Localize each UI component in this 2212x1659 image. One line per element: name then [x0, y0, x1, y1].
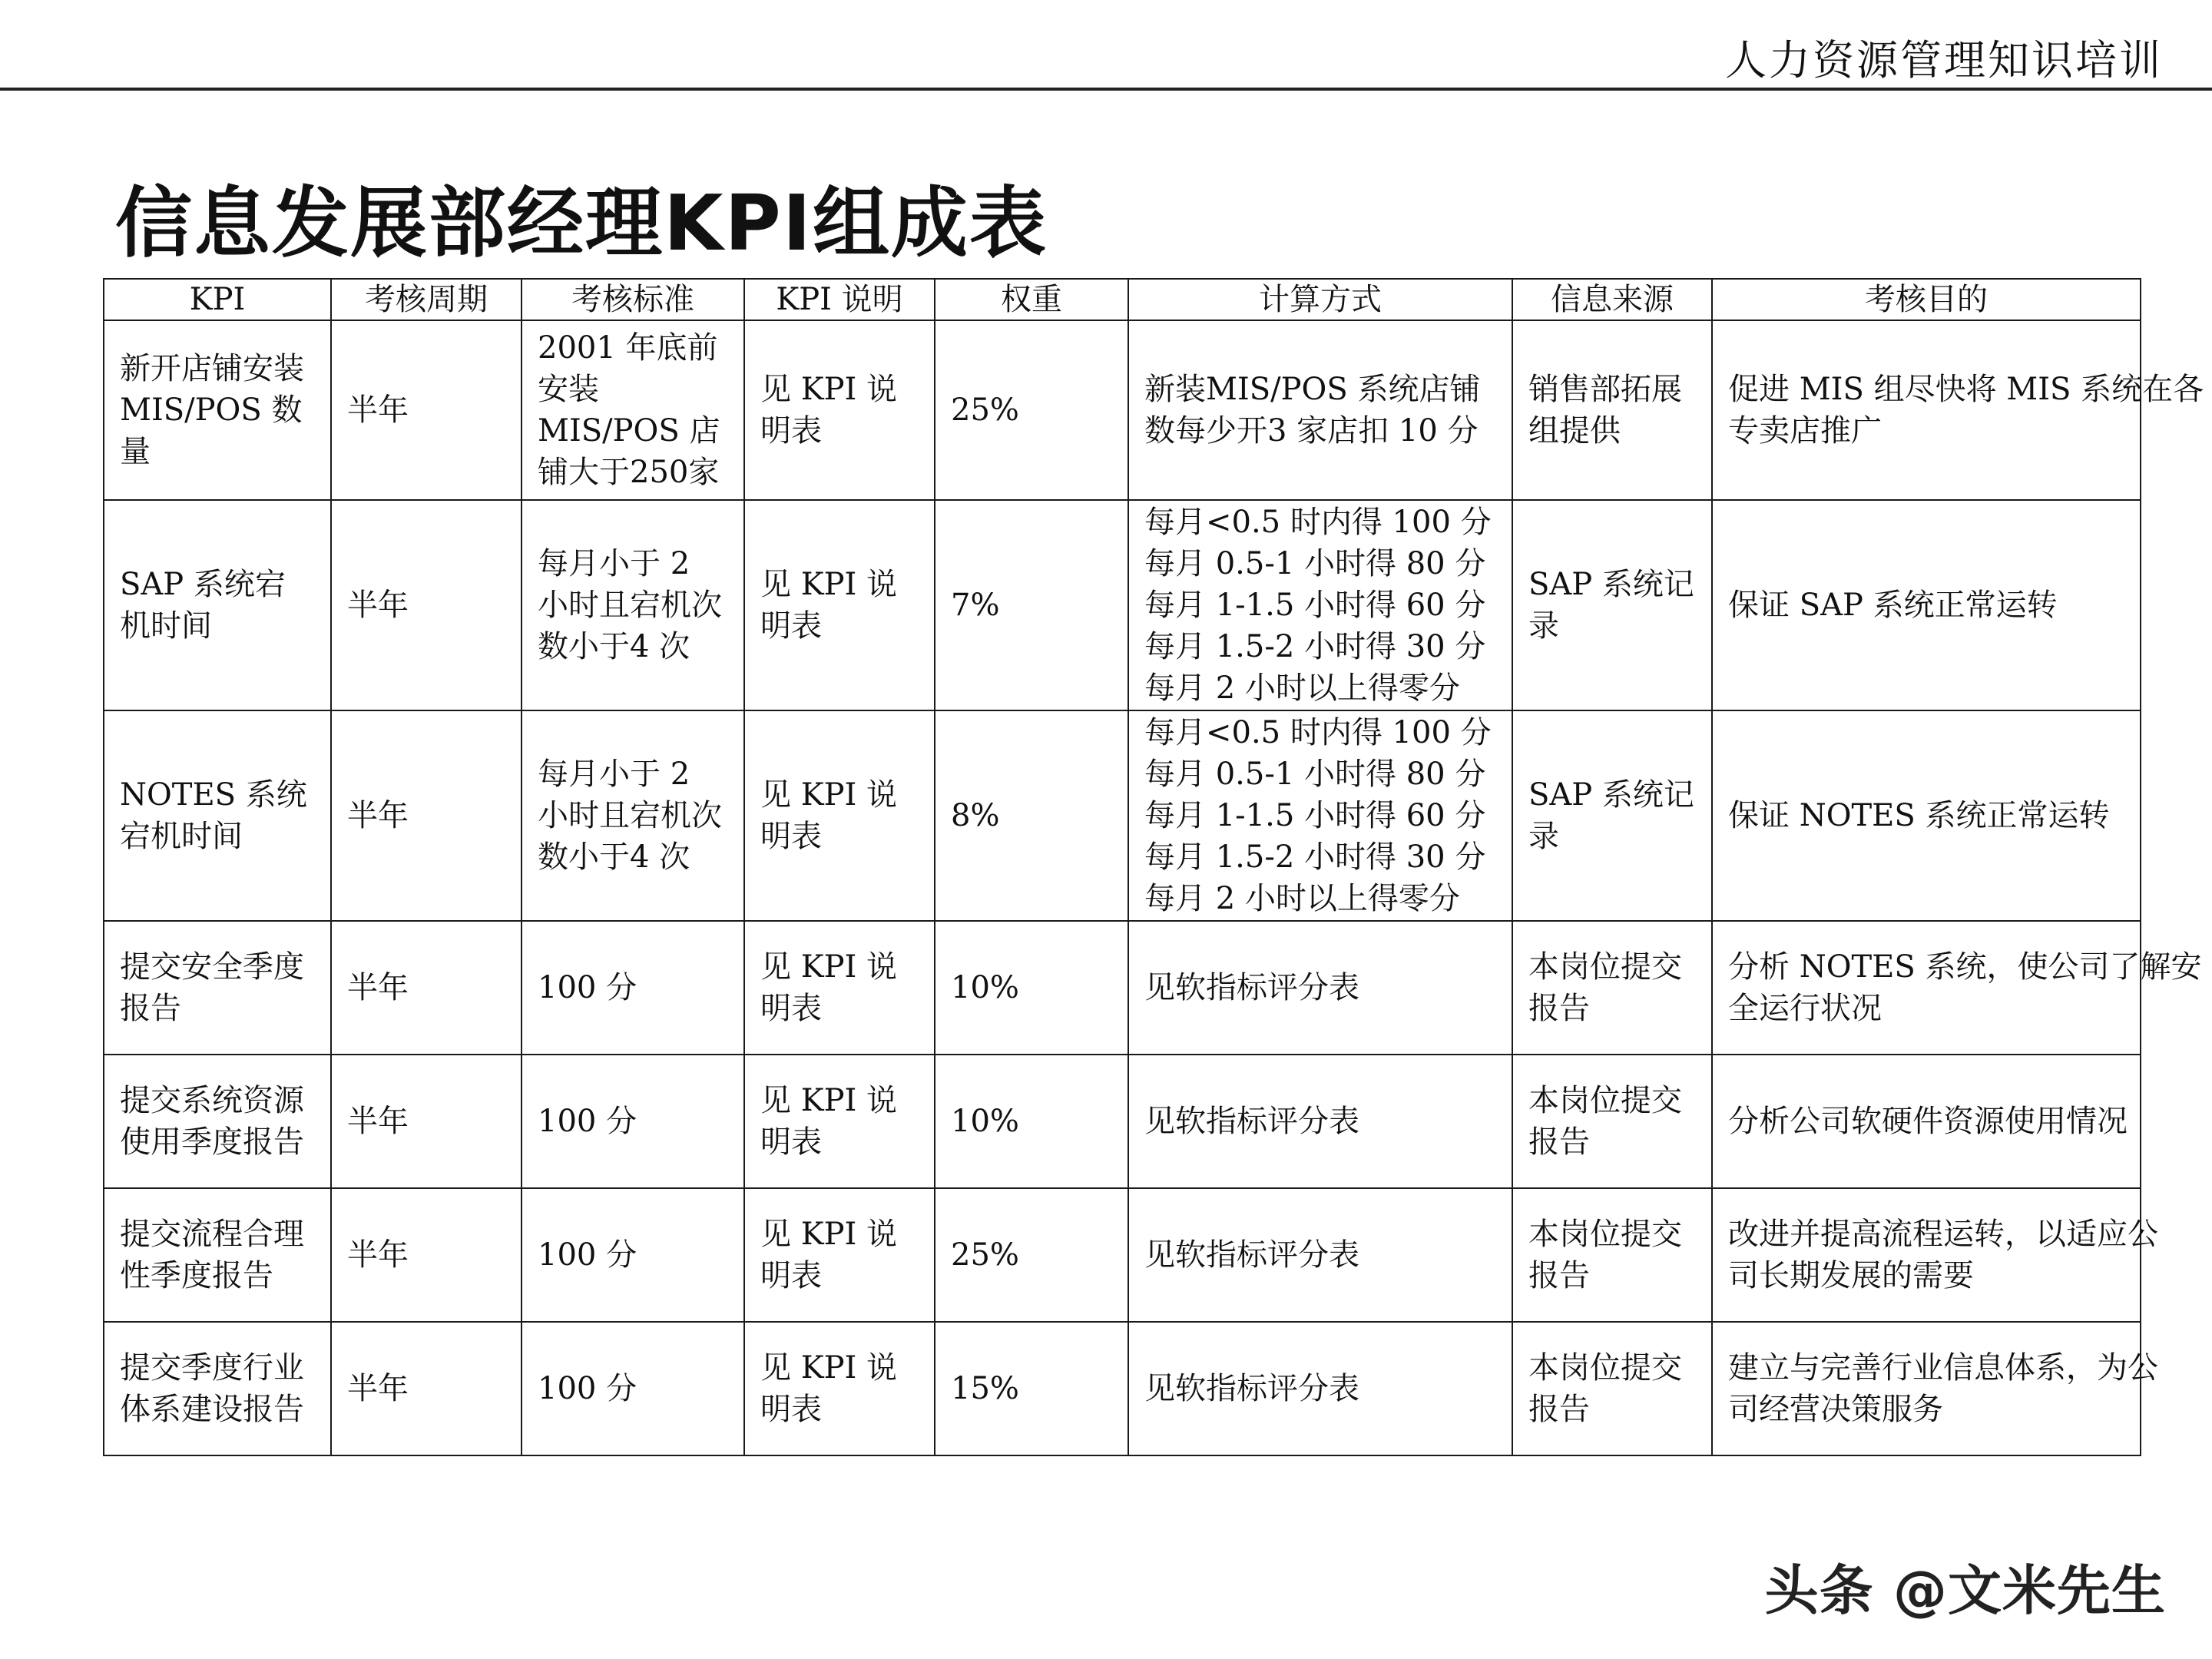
cell-calc	[1128, 921, 1512, 1055]
cell-source: 本岗位提交报告	[1512, 1055, 1712, 1188]
cell-calc	[1128, 710, 1512, 921]
cell-kpi-note: 见 KPI 说明表	[744, 1055, 935, 1188]
cell-kpi: 提交流程合理性季度报告	[104, 1188, 331, 1322]
cell-standard: 每月小于 2 小时且宕机次数小于4 次	[522, 710, 744, 921]
cell-period: 半年	[331, 1055, 522, 1188]
cell-standard: 100 分	[522, 1322, 744, 1455]
page-title: 信息发展部经理KPI组成表	[115, 178, 1048, 268]
calc-line: 每月 1.5-2 小时得 30 分	[1144, 629, 1486, 664]
purpose-line: 保证 NOTES 系统正常运转	[1728, 798, 2110, 833]
table-row	[104, 1055, 2141, 1188]
cell-purpose	[1712, 500, 2141, 710]
cell-period: 半年	[331, 500, 522, 710]
cell-period: 半年	[331, 921, 522, 1055]
cell-kpi: NOTES 系统宕机时间	[104, 710, 331, 921]
cell-calc	[1128, 500, 1512, 710]
cell-purpose	[1712, 1055, 2141, 1188]
table-header-row	[104, 279, 2141, 320]
table-row	[104, 1188, 2141, 1322]
purpose-line: 司长期发展的需要	[1728, 1258, 1974, 1293]
cell-kpi-note: 见 KPI 说明表	[744, 1322, 935, 1455]
calc-line: 每月<0.5 时内得 100 分	[1144, 505, 1492, 540]
watermark: 头条 @文米先生	[1764, 1559, 2166, 1622]
cell-weight: 10%	[935, 921, 1128, 1055]
calc-line: 每月 0.5-1 小时得 80 分	[1144, 546, 1486, 581]
table-row	[104, 1322, 2141, 1455]
table-row	[104, 320, 2141, 500]
cell-source: 本岗位提交报告	[1512, 921, 1712, 1055]
calc-line: 每月 1.5-2 小时得 30 分	[1144, 839, 1486, 875]
column-header-purpose: 考核目的	[1712, 279, 2141, 320]
page-header	[0, 0, 2212, 91]
purpose-line: 全运行状况	[1728, 991, 1882, 1026]
cell-kpi: 提交季度行业体系建设报告	[104, 1322, 331, 1455]
cell-weight: 25%	[935, 1188, 1128, 1322]
column-header-standard: 考核标准	[522, 279, 744, 320]
calc-line: 见软指标评分表	[1144, 970, 1359, 1005]
course-title: 人力资源管理知识培训	[1725, 36, 2163, 84]
purpose-line: 保证 SAP 系统正常运转	[1728, 588, 2058, 623]
cell-standard: 100 分	[522, 1188, 744, 1322]
cell-source: 本岗位提交报告	[1512, 1322, 1712, 1455]
purpose-line: 改进并提高流程运转，以适应公	[1728, 1217, 2158, 1252]
cell-source: SAP 系统记录	[1512, 710, 1712, 921]
cell-weight: 8%	[935, 710, 1128, 921]
purpose-line: 促进 MIS 组尽快将 MIS 系统在各	[1728, 372, 2204, 407]
calc-line: 见软指标评分表	[1144, 1371, 1359, 1406]
purpose-line: 分析 NOTES 系统，使公司了解安	[1728, 949, 2202, 985]
table-row	[104, 921, 2141, 1055]
cell-period: 半年	[331, 1188, 522, 1322]
calc-line: 见软指标评分表	[1144, 1104, 1359, 1139]
cell-calc	[1128, 320, 1512, 500]
table-row	[104, 500, 2141, 710]
cell-standard: 100 分	[522, 921, 744, 1055]
calc-line: 每月 1-1.5 小时得 60 分	[1144, 798, 1486, 833]
cell-kpi: SAP 系统宕机时间	[104, 500, 331, 710]
cell-weight: 25%	[935, 320, 1128, 500]
cell-source: 本岗位提交报告	[1512, 1188, 1712, 1322]
cell-calc	[1128, 1322, 1512, 1455]
cell-period: 半年	[331, 1322, 522, 1455]
cell-purpose	[1712, 921, 2202, 1055]
cell-source: SAP 系统记录	[1512, 500, 1712, 710]
cell-kpi: 提交安全季度报告	[104, 921, 331, 1055]
calc-line: 每月 2 小时以上得零分	[1144, 881, 1460, 916]
cell-kpi: 新开店铺安装MIS/POS 数量	[104, 320, 331, 500]
cell-calc	[1128, 1055, 1512, 1188]
column-header-kpi-note: KPI 说明	[744, 279, 935, 320]
cell-source: 销售部拓展组提供	[1512, 320, 1712, 500]
cell-calc	[1128, 1188, 1512, 1322]
column-header-source: 信息来源	[1512, 279, 1712, 320]
calc-line: 每月 0.5-1 小时得 80 分	[1144, 757, 1486, 792]
cell-weight: 10%	[935, 1055, 1128, 1188]
cell-weight: 7%	[935, 500, 1128, 710]
cell-weight: 15%	[935, 1322, 1128, 1455]
calc-line: 每月 1-1.5 小时得 60 分	[1144, 588, 1486, 623]
cell-kpi-note: 见 KPI 说明表	[744, 1188, 935, 1322]
table-row	[104, 710, 2141, 921]
cell-kpi-note: 见 KPI 说明表	[744, 320, 935, 500]
purpose-line: 建立与完善行业信息体系，为公	[1728, 1350, 2158, 1386]
cell-purpose	[1712, 1188, 2158, 1322]
cell-purpose	[1712, 710, 2141, 921]
column-header-calc: 计算方式	[1128, 279, 1512, 320]
calc-line: 见软指标评分表	[1144, 1237, 1359, 1273]
cell-standard: 2001 年底前安装 MIS/POS 店铺大于250家	[522, 320, 744, 500]
cell-kpi: 提交系统资源使用季度报告	[104, 1055, 331, 1188]
cell-purpose	[1712, 1322, 2158, 1455]
cell-standard: 100 分	[522, 1055, 744, 1188]
cell-purpose	[1712, 320, 2204, 500]
column-header-period: 考核周期	[331, 279, 522, 320]
cell-period: 半年	[331, 710, 522, 921]
purpose-line: 司经营决策服务	[1728, 1392, 1943, 1427]
purpose-line: 分析公司软硬件资源使用情况	[1728, 1104, 2128, 1139]
cell-kpi-note: 见 KPI 说明表	[744, 710, 935, 921]
cell-standard: 每月小于 2 小时且宕机次数小于4 次	[522, 500, 744, 710]
column-header-weight: 权重	[935, 279, 1128, 320]
calc-line: 新装MIS/POS 系统店铺数每少开3 家店扣 10 分	[1144, 372, 1481, 449]
kpi-table	[103, 278, 2204, 1456]
calc-line: 每月 2 小时以上得零分	[1144, 671, 1460, 706]
cell-period: 半年	[331, 320, 522, 500]
cell-kpi-note: 见 KPI 说明表	[744, 500, 935, 710]
column-header-kpi: KPI	[104, 279, 331, 320]
purpose-line: 专卖店推广	[1728, 413, 1882, 449]
calc-line: 每月<0.5 时内得 100 分	[1144, 715, 1492, 750]
kpi-table-container	[103, 278, 2204, 1458]
cell-kpi-note: 见 KPI 说明表	[744, 921, 935, 1055]
